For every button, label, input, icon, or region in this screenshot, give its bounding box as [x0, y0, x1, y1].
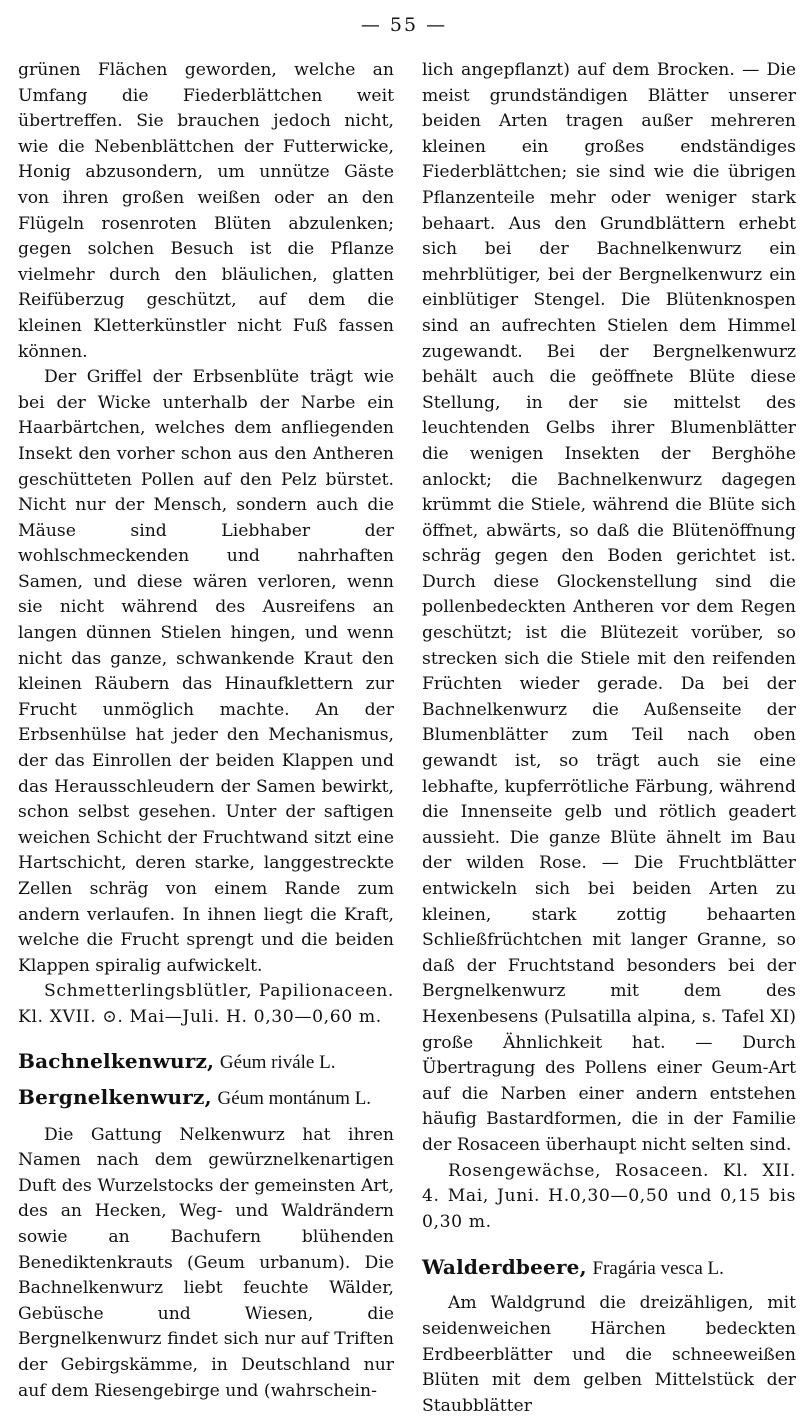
left-column: [18, 58, 394, 1404]
classification-papilionaceae: Schmetterlingsblütler, Papilionaceen. Kl. XVII. ⊙. Mai—Juli. H. 0,30—0,60 m.: [18, 981, 394, 1027]
paragraph-geum-intro: Die Gattung Nelkenwurz hat ihren Namen nach dem gewürznelkenartigen Duft des Wurzelstocks der gemeinsten Art, des an Hecken, Weg- und Waldrändern sowie an Bachufern blühenden Benediktenkrauts (Geum urbanum). Die Bachnelkenwurz liebt feuchte Wälder, Gebüsche und Wiesen, die Bergnelkenwurz findet sich nur auf Triften der Gebirgskämme, in Deutschland nur auf dem Riesengebirge und (wahrschein-: [18, 1124, 394, 1401]
heading-bachnelkenwurz: [18, 1047, 394, 1077]
right-column: [422, 58, 796, 1419]
classification-rosaceae: Rosengewächse, Rosaceen. Kl. XII. 4. Mai, Juni. H.0,30—0,50 und 0,15 bis 0,30 m.: [422, 1160, 796, 1232]
common-name: Walderdbeere,: [422, 1255, 587, 1280]
paragraph-pea-leaves: grünen Flächen geworden, welche an Umfang die Fiederblättchen weit übertreffen. Sie brauchen jedoch nicht, wie die Nebenblättchen der Futterwicke, Honig abzusondern, um unnütze Gäste von ihren großen weißen oder an den Flügeln rosenroten Blüten abzulenken; gegen solchen Besuch ist die Pflanze vielmehr durch den bläulichen, glatten Reifüberzug geschützt, auf dem die kleinen Kletterkünstler nicht Fuß fassen können.: [18, 60, 394, 362]
scientific-name: Fragária vesca L.: [592, 1258, 724, 1280]
scientific-name: Géum rivále L.: [219, 1051, 336, 1073]
heading-walderdbeere: [422, 1253, 796, 1283]
common-name: Bachnelkenwurz,: [18, 1048, 215, 1073]
heading-bergnelkenwurz: [18, 1083, 394, 1113]
paragraph-geum-description: lich angepflanzt) auf dem Brocken. — Die meist grundständigen Blätter unserer beiden Arten tragen außer mehreren kleinen ein großes endständiges Fiederblättchen; sie sind wie die übrigen Pflanzenteile mehr oder weniger stark behaart. Aus den Grundblättern erhebt sich bei der Bachnelkenwurz ein mehrblütiger, bei der Bergnelkenwurz ein einblütiger Stengel. Die Blütenknospen sind an aufrechten Stielen dem Himmel zugewandt. Bei der Bergnelkenwurz behält auch die geöffnete Blüte diese Stellung, in der sie mittelst des leuchtenden Gelbs ihrer Blumenblätter die wenigen Insekten der Berghöhe anlockt; die Bachnelkenwurz dagegen krümmt die Stiele, während die Blüte sich öffnet, abwärts, so daß die Blütenöffnung schräg gegen den Boden gerichtet ist. Durch diese Glockenstellung sind die pollenbedeckten Antheren vor dem Regen geschützt; ist die Blütezeit vorüber, so strecken sich die Stiele mit den reifenden Früchten wieder gerade. Da bei der Bachnelkenwurz die Außenseite der Blumenblätter zum Teil nach oben gewandt ist, so trägt auch sie eine lebhafte, kupferrötliche Färbung, während die Innenseite gelb und rötlich geadert aussieht. Die ganze Blüte ähnelt im Bau der wilden Rose. — Die Fruchtblätter entwickeln sich bei beiden Arten zu kleinen, stark zottig behaarten Schließfrüchtchen mit langer Granne, so daß der Fruchtstand besonders bei der Bergnelkenwurz mit dem des Hexenbesens (Pulsatilla alpina, s. Tafel XI) große Ähnlichkeit hat. — Durch Übertragung des Pollens einer Geum-Art auf die Narben einer andern entstehen häufig Bastardformen, die in der Familie der Rosaceen überhaupt nicht selten sind.: [422, 60, 796, 1155]
scientific-name: Géum montánum L.: [217, 1087, 372, 1109]
common-name: Bergnelkenwurz,: [18, 1084, 212, 1109]
page-number: — 55 —: [360, 14, 448, 36]
paragraph-strawberry: Am Waldgrund die dreizähligen, mit seidenweichen Härchen bedeckten Erdbeerblätter und die schneeweißen Blüten mit dem gelben Mittelstück der Staubblätter: [422, 1293, 796, 1416]
paragraph-pea-style: Der Griffel der Erbsenblüte trägt wie bei der Wicke unterhalb der Narbe ein Haarbärtchen, welches dem anfliegenden Insekt den vorher schon aus den Antheren geschütteten Pollen auf den Pelz bürstet. Nicht nur der Mensch, sondern auch die Mäuse sind Liebhaber der wohlschmeckenden und nahrhaften Samen, und diese wären verloren, wenn sie nicht während des Ausreifens an langen dünnen Stielen hingen, und wenn nicht das ganze, schwankende Kraut den kleinen Räubern das Hinaufklettern zur Frucht unmöglich machte. An der Erbsenhülse hat jeder den Mechanismus, der das Einrollen der beiden Klappen und das Herausschleudern der Samen bewirkt, schon selbst gesehen. Unter der saftigen weichen Schicht der Fruchtwand sitzt eine Hartschicht, deren starke, langgestreckte Zellen schräg von einem Rande zum andern verlaufen. In ihnen liegt die Kraft, welche die Frucht sprengt und die beiden Klappen spiralig aufwickelt.: [18, 367, 394, 976]
